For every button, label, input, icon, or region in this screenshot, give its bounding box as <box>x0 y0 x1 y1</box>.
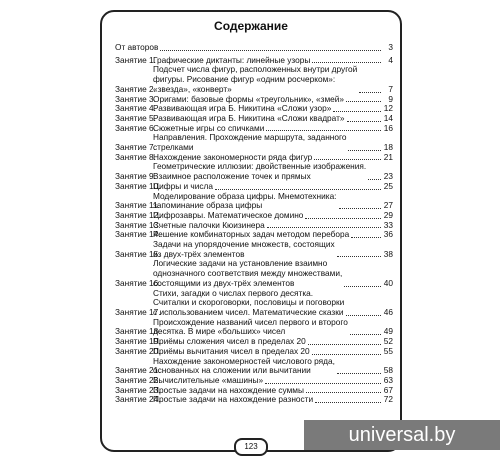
entry-title: Геометрические иллюзии: двойственные изображения. Взаимное расположение точек и прямых <box>153 161 367 182</box>
dot-leader <box>160 49 381 51</box>
dot-leader <box>266 129 381 131</box>
book-page <box>100 10 402 452</box>
lesson-number: Занятие 14. <box>115 229 161 240</box>
entry-title: Цифры и числа <box>153 180 213 191</box>
dot-leader <box>314 158 381 160</box>
entry-page-number: 12 <box>383 103 393 114</box>
entry-title: Решение комбинаторных задач методом перебора <box>153 229 350 240</box>
dot-leader <box>308 343 381 345</box>
lesson-number: Занятие 20. <box>115 345 161 356</box>
dot-leader <box>333 110 381 112</box>
entry-title: Счетные палочки Кюизинера <box>153 219 265 230</box>
entry-page-number: 29 <box>383 209 393 220</box>
lesson-number: Занятие 5. <box>115 112 156 123</box>
dot-leader <box>351 236 381 238</box>
entry-title: От авторов <box>115 42 159 52</box>
lesson-number: Занятие 11. <box>115 200 160 211</box>
lesson-number: Занятие 18. <box>115 326 161 337</box>
toc-entry <box>115 65 393 94</box>
dot-leader <box>337 372 381 374</box>
entry-title: Нахождение закономерности ряда фигур <box>153 151 313 162</box>
lesson-number: Занятие 9. <box>115 171 156 182</box>
dot-leader <box>315 401 381 403</box>
entry-page-number: 46 <box>383 306 393 317</box>
entry-page-number: 36 <box>383 229 393 240</box>
entry-page-number: 38 <box>383 248 393 259</box>
entry-page-number: 16 <box>383 122 393 133</box>
dot-leader <box>305 217 381 219</box>
dot-leader <box>368 178 381 180</box>
dot-leader <box>350 333 381 335</box>
entry-page-number: 21 <box>383 151 393 162</box>
entry-title: Цифрозавры. Математическое домино <box>153 209 304 220</box>
entry-title: Задачи на упорядочение множеств, состоящих из двух-трёх элементов <box>153 239 335 259</box>
toc-entry <box>115 357 393 376</box>
toc-entry <box>115 395 393 405</box>
page-number: 123 <box>234 438 268 456</box>
lesson-number: Занятие 21. <box>115 365 161 376</box>
entry-title: Стихи, загадки о числах первого десятка. Считалки и скороговорки, пословицы и поговорки с использованием чисел. Математические сказки <box>153 287 345 317</box>
entry-page-number: 18 <box>383 142 393 153</box>
entry-page-number: 52 <box>383 336 393 347</box>
lesson-number: Занятие 16. <box>115 277 161 288</box>
lesson-number: Занятие 24. <box>115 394 161 405</box>
toc-entry <box>115 259 393 288</box>
dot-leader <box>359 91 381 93</box>
lesson-number: Занятие 4. <box>115 103 156 114</box>
lesson-number: Занятие 1. <box>115 54 156 65</box>
lesson-number: Занятие 23. <box>115 384 161 395</box>
entry-title: Логические задачи на установление взаимно однозначного соответствия между множествами, состоящими из двух-трёх элементов <box>153 258 343 288</box>
entry-title: Оригами: базовые формы «треугольник», «змей» <box>153 93 345 104</box>
entry-page-number: 23 <box>383 171 393 182</box>
entry-title: Вычислительные «машины» <box>153 374 264 385</box>
entry-title: Нахождение закономерностей числового ряда, основанных на сложении или вычитании <box>153 355 335 376</box>
entry-page-number: 58 <box>383 365 393 376</box>
entry-page-number: 40 <box>383 277 393 288</box>
entry-title: Сюжетные игры со спичками <box>153 122 265 133</box>
dot-leader <box>346 100 381 102</box>
dot-leader <box>339 207 382 209</box>
toc-entry <box>115 318 393 337</box>
dot-leader <box>215 188 381 190</box>
entry-title: Моделирование образа цифры. Мнемотехника: запоминание образа цифры <box>153 190 337 211</box>
dot-leader <box>347 120 381 122</box>
lesson-number: Занятие 15. <box>115 248 161 259</box>
entry-title: Подсчет числа фигур, расположенных внутри другой фигуры. Рисование фигур «одним росчерком»: «звезда», «конверт» <box>153 64 358 94</box>
entry-page-number: 25 <box>383 180 393 191</box>
dot-leader <box>312 61 381 63</box>
toc-entry <box>115 43 393 53</box>
dot-leader <box>346 314 381 316</box>
lesson-number: Занятие 19. <box>115 336 161 347</box>
dot-leader <box>306 391 381 393</box>
entry-page-number: 72 <box>383 394 393 405</box>
page-title: Содержание <box>214 19 288 33</box>
entry-title: Графические диктанты: линейные узоры <box>153 54 311 65</box>
toc-entry <box>115 133 393 152</box>
dot-leader <box>267 226 381 228</box>
lesson-number: Занятие 17. <box>115 306 161 317</box>
lesson-number: Занятие 22. <box>115 374 161 385</box>
lesson-number: Занятие 13. <box>115 219 161 230</box>
entry-page-number: 63 <box>383 374 393 385</box>
entry-title: Приёмы сложения чисел в пределах 20 <box>153 336 306 347</box>
entry-page-number: 33 <box>383 219 393 230</box>
entry-title: Простые задачи на нахождение разности <box>153 394 314 405</box>
entry-page-number: 4 <box>388 54 393 65</box>
dot-leader <box>312 353 381 355</box>
toc-entry <box>115 240 393 259</box>
toc-entry <box>115 192 393 211</box>
entry-title: Развивающая игра Б. Никитина «Сложи квадрат» <box>153 112 345 123</box>
lesson-number: Занятие 12. <box>115 209 161 220</box>
lesson-number: Занятие 7. <box>115 142 156 153</box>
entry-page-number: 67 <box>383 384 393 395</box>
entry-title: Происхождение названий чисел первого и второго десятка. В мире «больших» чисел <box>153 316 348 337</box>
entry-title: Приёмы вычитания чисел в пределах 20 <box>153 345 310 356</box>
entry-title: Направления. Прохождение маршрута, заданного стрелками <box>153 132 347 153</box>
lesson-number: Занятие 2. <box>115 83 156 94</box>
toc-entry <box>115 162 393 181</box>
entry-page-number: 7 <box>388 83 393 94</box>
toc-entry <box>115 289 393 318</box>
entry-page-number: 3 <box>388 42 393 52</box>
dot-leader <box>337 255 381 257</box>
dot-leader <box>348 149 381 151</box>
entry-title: Простые задачи на нахождение суммы <box>153 384 304 395</box>
lesson-number: Занятие 6. <box>115 122 156 133</box>
lesson-number: Занятие 8. <box>115 151 156 162</box>
dot-leader <box>265 382 381 384</box>
dot-leader <box>344 285 381 287</box>
entry-page-number: 9 <box>388 93 393 104</box>
table-of-contents <box>115 43 393 405</box>
entry-page-number: 27 <box>383 200 393 211</box>
entry-page-number: 14 <box>383 112 393 123</box>
entry-page-number: 49 <box>383 326 393 337</box>
entry-page-number: 55 <box>383 345 393 356</box>
lesson-number: Занятие 10. <box>115 180 161 191</box>
watermark-logo: universal.by <box>304 420 500 450</box>
entry-title: Развивающая игра Б. Никитина «Сложи узор» <box>153 103 332 114</box>
lesson-number: Занятие 3. <box>115 93 156 104</box>
